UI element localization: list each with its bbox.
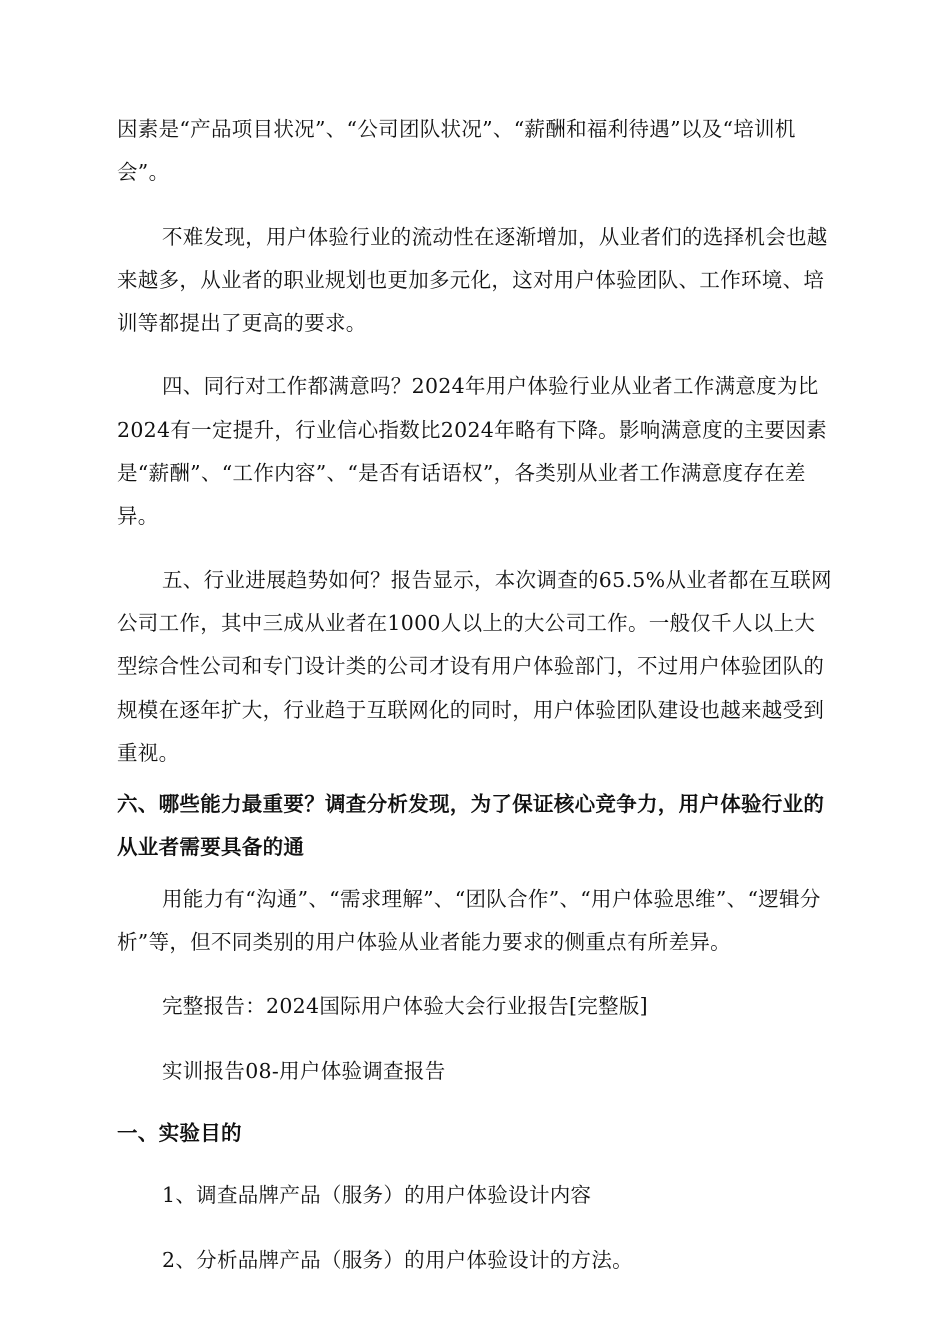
paragraph-satisfaction: 四、同行对工作都满意吗？2024年用户体验行业从业者工作满意度为比2024有一定提升，行业信心指数比2024年略有下降。影响满意度的主要因素是“薪酬”、“工作内容”、“是否有话语权”，各类别从业者工作满意度存在差异。 — [117, 374, 827, 529]
list-item-2: 2、分析品牌产品（服务）的用户体验设计的方法。 — [162, 1247, 633, 1272]
heading-abilities: 六、哪些能力最重要？调查分析发现，为了保证核心竞争力，用户体验行业的从业者需要具备的通 — [117, 792, 825, 860]
paragraph-training-report: 实训报告08-用户体验调查报告 — [162, 1058, 446, 1083]
heading-experiment-purpose: 一、实验目的 — [117, 1120, 242, 1145]
document-page — [117, 108, 835, 1282]
paragraph-factors: 因素是“产品项目状况”、“公司团队状况”、“薪酬和福利待遇”以及“培训机会”。 — [117, 117, 796, 185]
paragraph-abilities: 用能力有“沟通”、“需求理解”、“团队合作”、“用户体验思维”、“逻辑分析”等，但不同类别的用户体验从业者能力要求的侧重点有所差异。 — [117, 886, 821, 955]
paragraph-trend: 五、行业进展趋势如何？报告显示，本次调查的65.5%从业者都在互联网公司工作，其中三成从业者在1000人以上的大公司工作。一般仅千人以上大型综合性公司和专门设计类的公司才设有用户体验部门，不过用户体验团队的规模在逐年扩大，行业趋于互联网化的同时，用户体验团队建设也越来越受到重视。 — [117, 567, 832, 765]
paragraph-mobility: 不难发现，用户体验行业的流动性在逐渐增加，从业者们的选择机会也越来越多，从业者的职业规划也更加多元化，这对用户体验团队、工作环境、培训等都提出了更高的要求。 — [117, 224, 828, 336]
paragraph-full-report: 完整报告：2024国际用户体验大会行业报告[完整版] — [162, 994, 648, 1019]
list-item-1: 1、调查品牌产品（服务）的用户体验设计内容 — [162, 1183, 592, 1208]
